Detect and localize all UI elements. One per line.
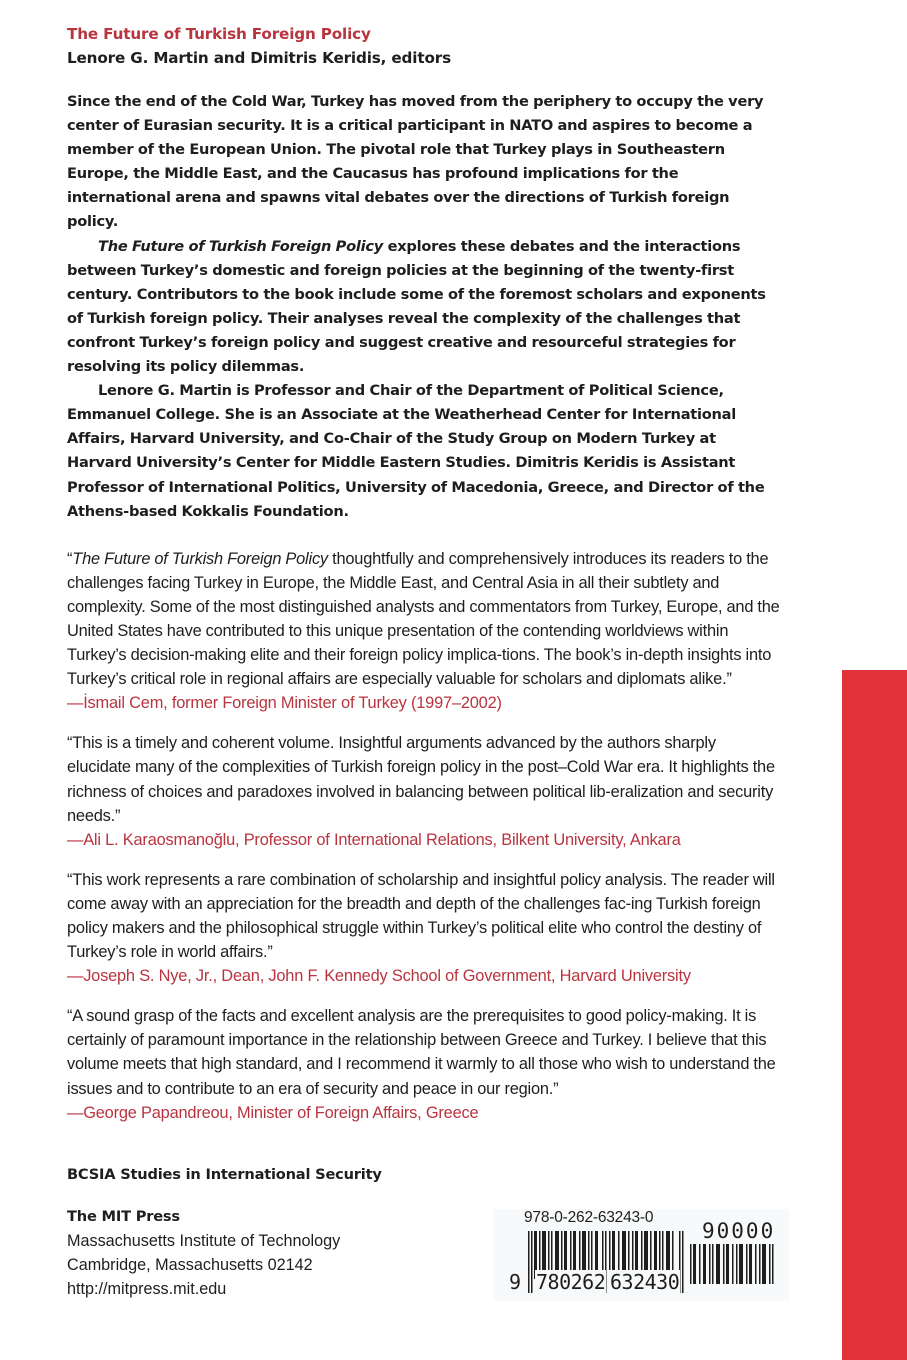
price-addon-barcode-bars (690, 1244, 774, 1284)
publisher-url: http://mitpress.mit.edu (67, 1280, 227, 1298)
endorsement-quote-text: thoughtfully and comprehensively introduces its readers to the challenges facing Turkey in Europe, the Middle East, and Central Asia in all their subtlety and complexity. Some of the most distinguished analysts and commentators from Turkey, Europe, and the United States have contributed to this unique presentation of the contending worldviews within Turkey’s decision-making elite and their foreign policy implica-tions. The book’s in-depth insights into Turkey’s critical role in regional affairs are especially valuable for scholars and diplomats alike.” (67, 549, 780, 689)
series-name: BCSIA Studies in International Security (67, 1166, 382, 1183)
description-paragraph-1: Since the end of the Cold War, Turkey has moved from the periphery to occupy the very center of Eurasian security. It is a critical participant in NATO and aspires to become a member of the European Union. The pivotal role that Turkey plays in Southeastern Europe, the Middle East, and the Caucasus has profound implications for the international arena and spawns vital debates over the directions of Turkish foreign policy. (67, 93, 764, 231)
isbn-barcode (494, 1209, 789, 1301)
isbn-number: 978-0-262-63243-0 (524, 1209, 654, 1226)
description-paragraph-2 (67, 235, 782, 380)
book-title: The Future of Turkish Foreign Policy (67, 25, 371, 43)
publisher-block (67, 1205, 340, 1301)
endorsement-quote: “This is a timely and coherent volume. Insightful arguments advanced by the authors sharply elucidate many of the complexities of Turkish foreign policy in the post–Cold War era. It highlights the richness of choices and paradoxes involved in balancing between political lib-eralization and security needs.” (67, 734, 775, 825)
book-editors: Lenore G. Martin and Dimitris Keridis, editors (67, 49, 451, 67)
endorsement-attribution: —Joseph S. Nye, Jr., Dean, John F. Kennedy School of Government, Harvard University (67, 967, 691, 986)
endorsement-book-title: The Future of Turkish Foreign Policy (72, 549, 328, 568)
endorsement (67, 547, 782, 716)
ean-left-digits: 780262 (536, 1270, 606, 1294)
ean-right-digits: 632430 (610, 1270, 680, 1294)
endorsement-attribution: —George Papandreou, Minister of Foreign Affairs, Greece (67, 1103, 479, 1122)
endorsement-attribution: —Ali L. Karaosmanoğlu, Professor of International Relations, Bilkent University, Ankara (67, 830, 681, 849)
endorsement-quote: “This work represents a rare combination of scholarship and insightful policy analysis. The reader will come away with an appreciation for the breadth and depth of the challenges fac-ing Turkish foreign policy makers and the philosophical struggle within Turkey’s political elite who control the destiny of Turkey’s role in world affairs.” (67, 870, 775, 962)
cover-content (67, 22, 782, 1141)
ean-first-digit: 9 (509, 1270, 522, 1294)
endorsements (67, 547, 782, 1125)
red-spine-band (842, 670, 907, 1360)
description-paragraph-3-editor-bios: Lenore G. Martin is Professor and Chair of the Department of Political Science, Emmanuel College. She is an Associate at the Weatherhead Center for International Affairs, Harvard University, and Co-Chair of the Study Group on Modern Turkey at Harvard University’s Center for Middle Eastern Studies. Dimitris Keridis is Assistant Professor of International Politics, University of Macedonia, Greece, and Director of the Athens-based Kokkalis Foundation. (67, 382, 765, 520)
endorsement-quote: “A sound grasp of the facts and excellent analysis are the prerequisites to good policy-making. It is certainly of paramount importance in the relationship between Greece and Turkey. I believe that this volume meets that high standard, and I recommend it warmly to all those who wish to understand the issues and to contribute to an era of security and peace in our region.” (67, 1007, 776, 1098)
endorsement (67, 868, 782, 988)
endorsement-attribution: —İsmail Cem, former Foreign Minister of Turkey (1997–2002) (67, 694, 502, 713)
book-description (67, 90, 782, 524)
publisher-address: Cambridge, Massachusetts 02142 (67, 1256, 313, 1274)
publisher-name: The MIT Press (67, 1208, 180, 1225)
endorsement-quote (67, 547, 782, 692)
endorsement (67, 731, 782, 851)
price-addon-digits: 90000 (702, 1219, 776, 1243)
description-paragraph-2-text: explores these debates and the interactions between Turkey’s domestic and foreign policies at the beginning of the twenty-first century. Contributors to the book include some of the foremost scholars and exponents of Turkish foreign policy. Their analyses reveal the complexity of the challenges that confront Turkey’s foreign policy and suggest creative and resourceful strategies for resolving its policy dilemmas. (67, 237, 766, 376)
endorsement (67, 1004, 782, 1124)
open-quote: “ (67, 549, 73, 568)
description-book-title: The Future of Turkish Foreign Policy (98, 237, 384, 255)
publisher-institution: Massachusetts Institute of Technology (67, 1232, 341, 1250)
